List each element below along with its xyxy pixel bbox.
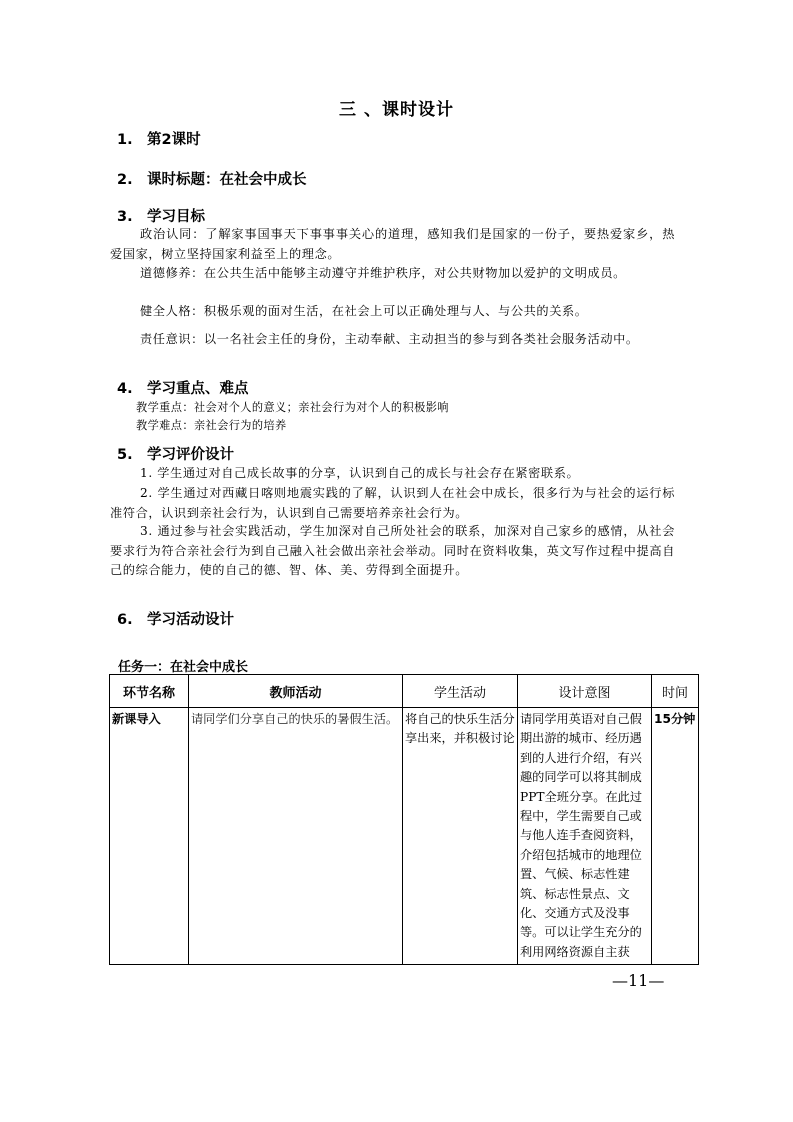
page-number: —11— — [612, 971, 665, 990]
column-header-stage: 环节名称 — [110, 675, 189, 708]
evaluation-item-2: 2. 学生通过对西藏日喀则地震实践的了解，认识到人在社会中成长，很多行为与社会的运行标准符合，认识到亲社会行为，认识到自己需要培养亲社会行为。 — [110, 486, 675, 520]
cell-design-intent: 请同学用英语对自己假期出游的城市、经历遇到的人进行介绍，有兴趣的同学可以将其制成PPT全班分享。在此过程中，学生需要自己或与他人连手查阅资料，介绍包括城市的地理位置、气候、标志性建筑、标志性景点、文化、交通方式及没事等。可以让学生充分的利用网络资源自主获 — [518, 708, 652, 965]
activity-table — [109, 674, 699, 965]
section-number: 2. — [117, 172, 133, 188]
objective-personality: 健全人格：积极乐观的面对生活，在社会上可以正确处理与人、与公共的关系。 — [140, 304, 588, 318]
cell-stage: 新课导入 — [110, 708, 189, 965]
section-title: 第2课时 — [147, 132, 201, 148]
cell-teacher-activity: 请同学们分享自己的快乐的暑假生活。 — [189, 708, 403, 965]
section-number: 6. — [117, 612, 133, 628]
section-title: 学习评价设计 — [147, 447, 234, 463]
section-heading-2 — [117, 168, 307, 189]
section-heading-5 — [117, 443, 234, 464]
cell-student-activity: 将自己的快乐生活分享出来，并积极讨论 — [403, 708, 518, 965]
cell-time: 15分钟 — [652, 708, 699, 965]
section-heading-6 — [117, 608, 234, 629]
section-title: 课时标题：在社会中成长 — [147, 172, 307, 188]
page-title: 三 、课时设计 — [339, 100, 454, 120]
section-heading-1 — [117, 128, 201, 149]
objective-political: 政治认同：了解家事国事天下事事事关心的道理，感知我们是国家的一份子，要热爱家乡，热爱国家，树立坚持国家利益至上的理念。 — [110, 227, 675, 261]
section-heading-4 — [117, 377, 249, 398]
section-number: 3. — [117, 209, 133, 225]
section-number: 4. — [117, 381, 133, 397]
evaluation-item-3: 3. 通过参与社会实践活动，学生加深对自己所处社会的联系，加深对自己家乡的感情，从社会要求行为符合亲社会行为到自己融入社会做出亲社会举动。同时在资料收集，英文写作过程中提高自己的综合能力，使的自己的德、智、体、美、劳得到全面提升。 — [110, 524, 675, 577]
table-row — [110, 708, 699, 965]
teaching-focus: 教学重点：社会对个人的意义；亲社会行为对个人的积极影响 — [136, 401, 449, 414]
section-title: 学习目标 — [147, 209, 205, 225]
column-header-intent: 设计意图 — [518, 675, 652, 708]
evaluation-item-1: 1. 学生通过对自己成长故事的分享，认识到自己的成长与社会存在紧密联系。 — [140, 466, 580, 480]
section-title: 学习活动设计 — [147, 612, 234, 628]
table-header-row — [110, 675, 699, 708]
section-number: 5. — [117, 447, 133, 463]
objective-responsibility: 责任意识：以一名社会主任的身份，主动奉献、主动担当的参与到各类社会服务活动中。 — [140, 332, 639, 346]
teaching-difficulty: 教学难点：亲社会行为的培养 — [136, 419, 287, 432]
section-heading-3 — [117, 205, 205, 226]
column-header-teacher: 教师活动 — [189, 675, 403, 708]
column-header-time: 时间 — [652, 675, 699, 708]
column-header-student: 学生活动 — [403, 675, 518, 708]
task-title: 任务一：在社会中成长 — [118, 660, 249, 675]
section-number: 1. — [117, 132, 133, 148]
objective-moral: 道德修养：在公共生活中能够主动遵守并维护秩序，对公共财物加以爱护的文明成员。 — [140, 266, 626, 280]
section-title: 学习重点、难点 — [147, 381, 249, 397]
